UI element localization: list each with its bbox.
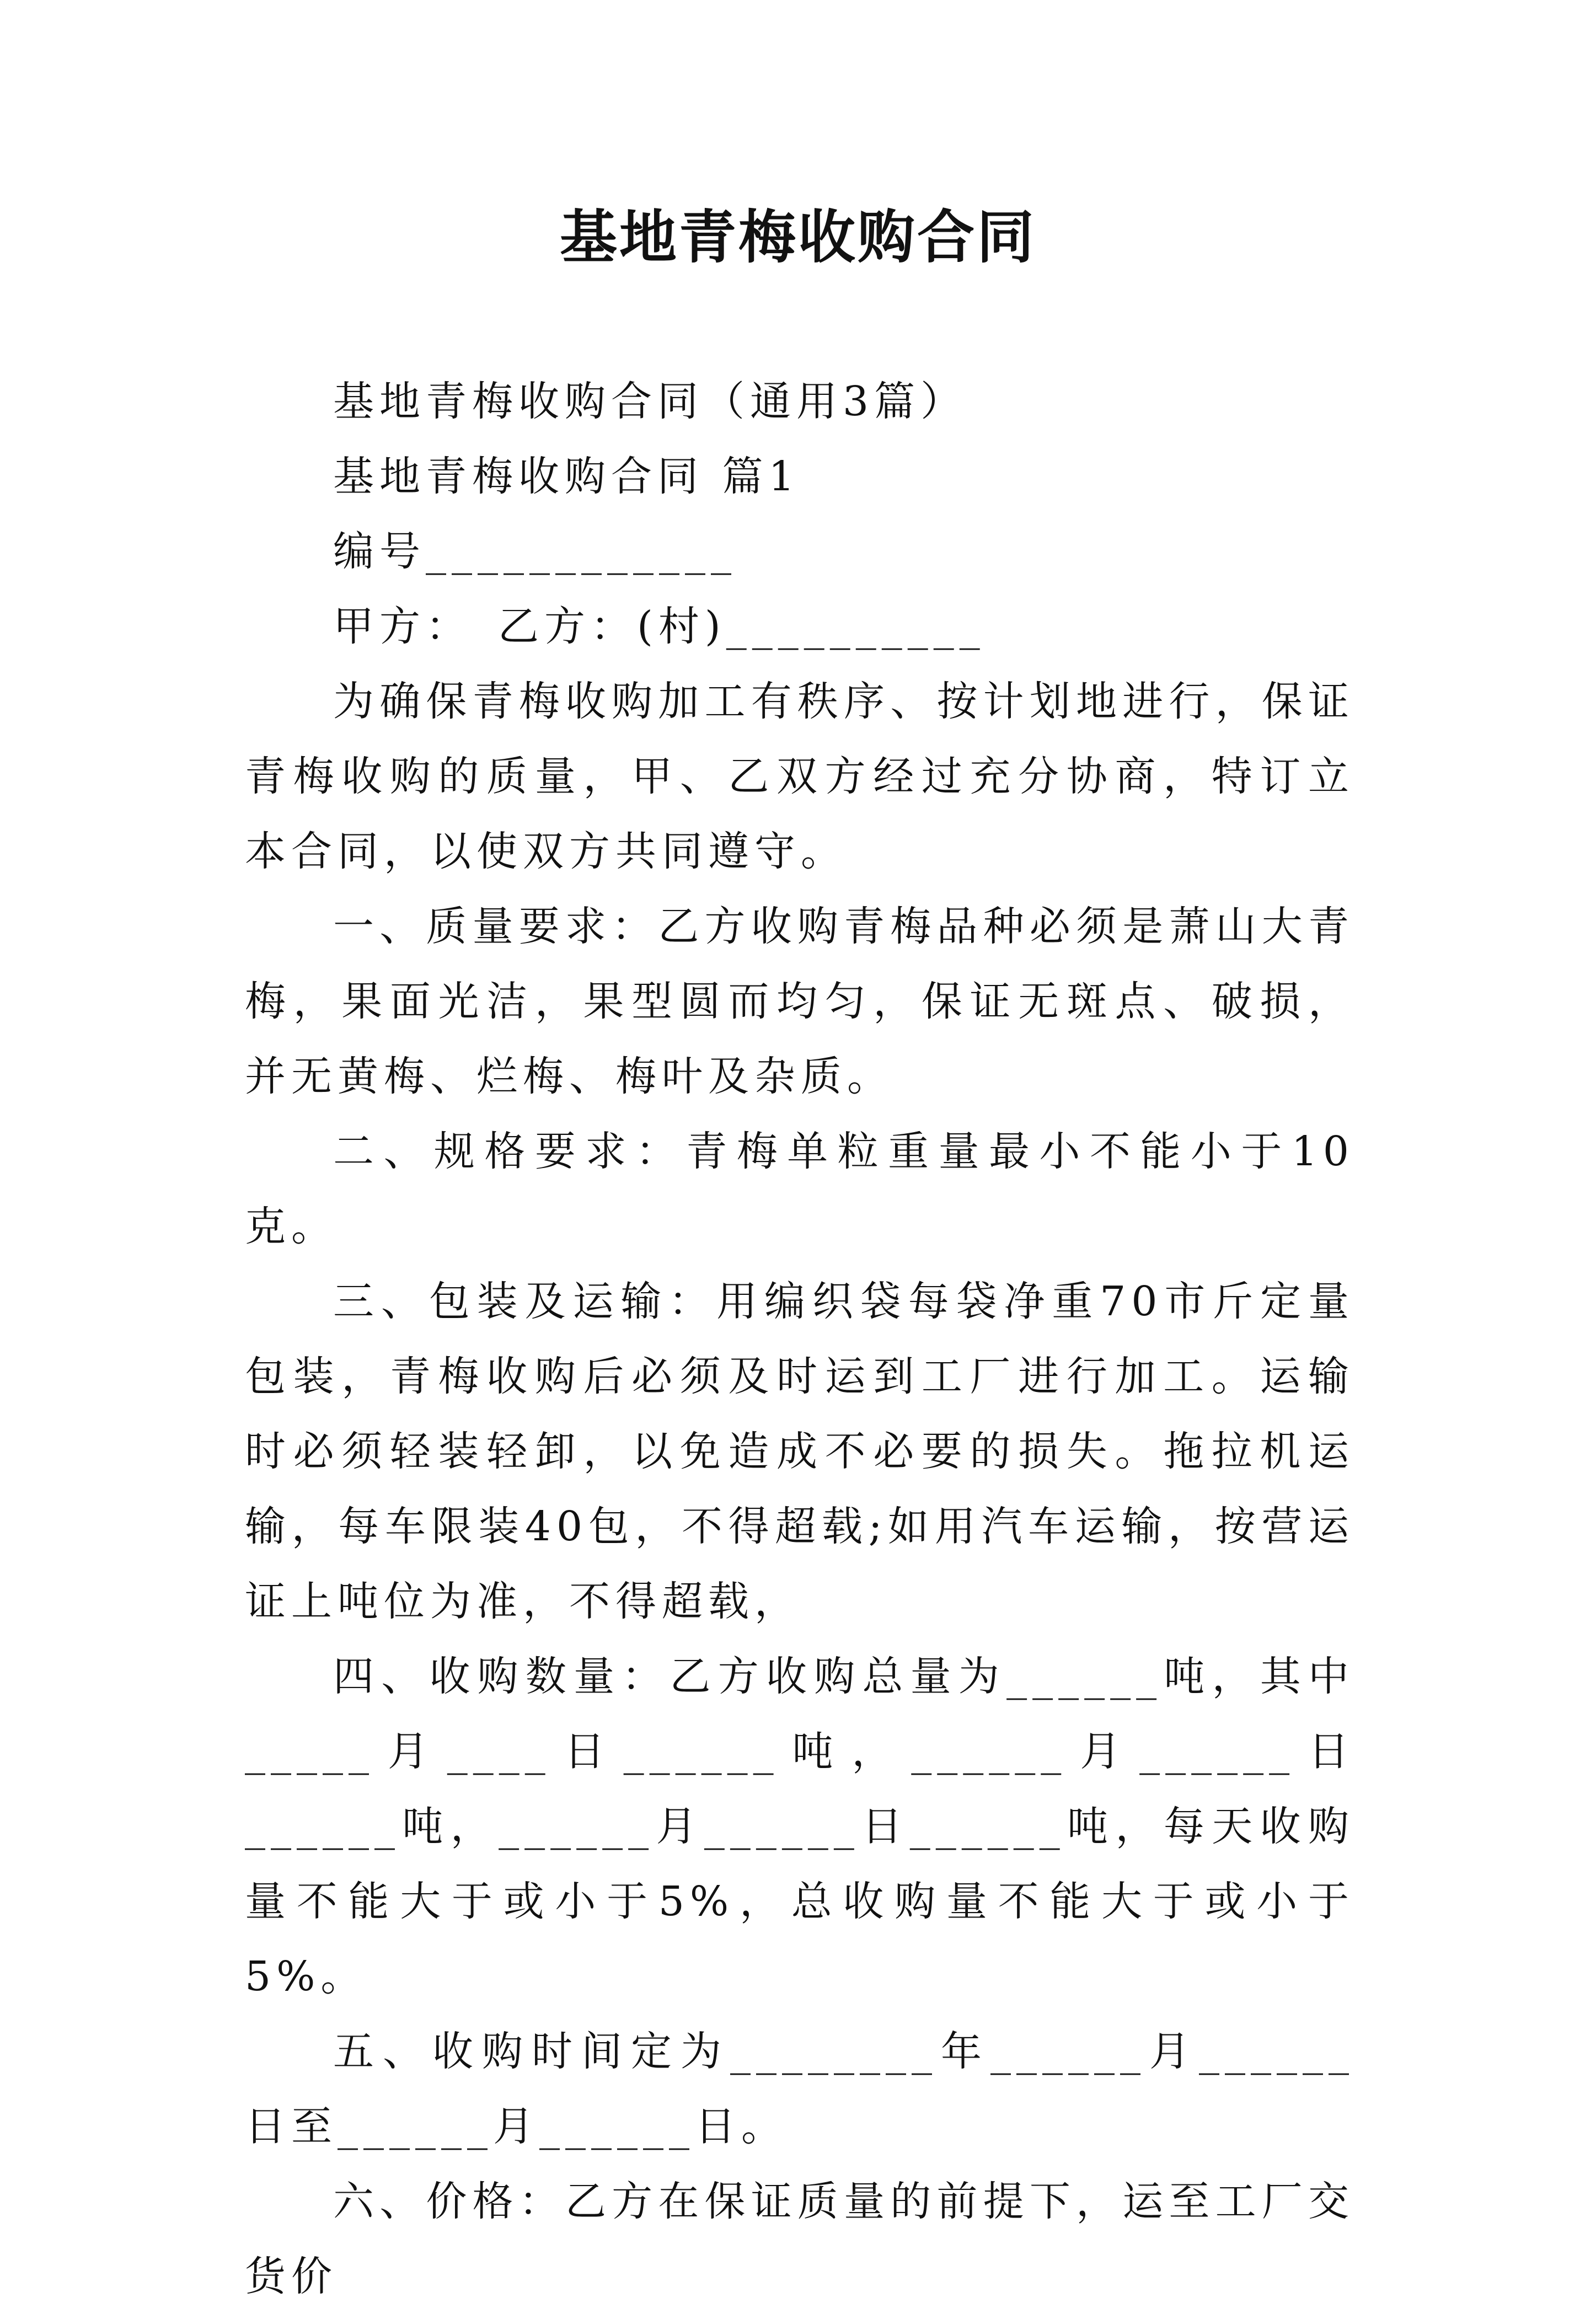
paragraph-intro: 为确保青梅收购加工有秩序、按计划地进行，保证青梅收购的质量，甲、乙双方经过充分协商，特订立本合同，以使双方共同遵守。	[245, 678, 1354, 875]
paragraph-time: 五、收购时间定为________年______月______日至______月______日。	[245, 2028, 1354, 2150]
paragraph-section-heading: 基地青梅收购合同 篇1	[333, 453, 800, 500]
paragraph-spec: 二、规格要求：青梅单粒重量最小不能小于10克。	[245, 1128, 1354, 1250]
paragraph-quantity: 四、收购数量：乙方收购总量为______吨，其中_____月____日______吨，______月______日______吨，______月______日______吨，每天收购量不能大于或小于5%，总收购量不能大于或小于5%。	[245, 1653, 1354, 2000]
paragraph-subtitle: 基地青梅收购合同（通用3篇）	[333, 378, 967, 425]
paragraph-price: 六、价格：乙方在保证质量的前提下，运至工厂交货价	[245, 2178, 1354, 2300]
paragraph-number: 编号____________	[333, 528, 737, 575]
document-body	[245, 364, 1354, 2314]
paragraph-parties: 甲方： 乙方：(村)__________	[333, 603, 986, 650]
paragraph-packaging: 三、包装及运输：用编织袋每袋净重70市斤定量包装，青梅收购后必须及时运到工厂进行加工。运输时必须轻装轻卸，以免造成不必要的损失。拖拉机运输，每车限装40包，不得超载;如用汽车运输，按营运证上吨位为准，不得超载，	[245, 1278, 1354, 1625]
document-title: 基地青梅收购合同	[559, 203, 1036, 271]
paragraph-quality: 一、质量要求：乙方收购青梅品种必须是萧山大青梅，果面光洁，果型圆而均匀，保证无斑点、破损，并无黄梅、烂梅、梅叶及杂质。	[245, 903, 1354, 1100]
